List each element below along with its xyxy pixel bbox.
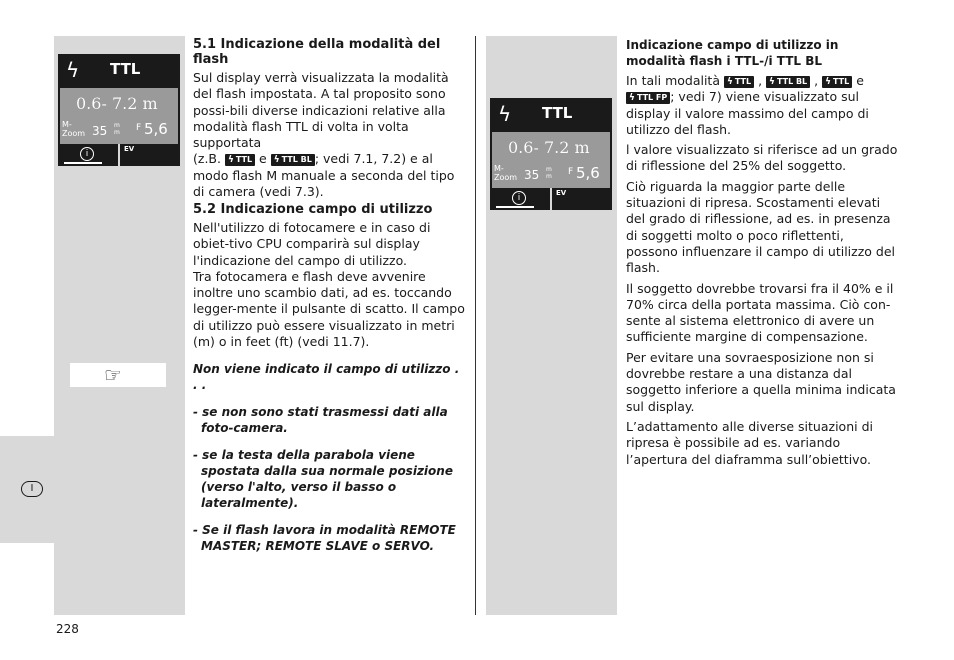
info-icon: i bbox=[512, 191, 526, 205]
language-tab-badge bbox=[21, 481, 43, 497]
info-icon: i bbox=[80, 147, 94, 161]
display-f-label: F bbox=[136, 123, 142, 133]
display-softkey-right bbox=[552, 188, 612, 210]
section-5-1-heading: 5.1 Indicazione della modalità del flash bbox=[193, 37, 441, 67]
ttl-fp-chip bbox=[626, 92, 670, 104]
flash-bolt-icon: ϟ bbox=[227, 155, 234, 166]
flash-bolt-icon: ϟ bbox=[726, 77, 733, 87]
right-paragraph-1: In tali modalità ϟ TTL , ϟ TTL BL , ϟ TTL e ϟ TTL FP ; vedi 7) viene visualizzato sul display il valore massimo del campo di utilizzo del flash. bbox=[626, 73, 869, 137]
section-5-1-body bbox=[193, 70, 465, 200]
display-zoom-row bbox=[490, 164, 612, 188]
display-range-value: 0.6- 7.2 m bbox=[76, 94, 158, 113]
display-softkey-left bbox=[490, 188, 550, 210]
display-zoom-row bbox=[58, 120, 180, 144]
display-f-value: 5,6 bbox=[144, 120, 168, 138]
display-mode-label: TTL bbox=[110, 60, 141, 78]
note-icon-box bbox=[70, 363, 166, 387]
note-item: - se non sono stati trasmessi dati alla foto-camera. bbox=[193, 405, 448, 435]
chip-label: TTL bbox=[833, 77, 850, 86]
display-zoom-label: M- Zoom bbox=[494, 164, 518, 182]
right-paragraph-6: L’adattamento alle diverse situazioni di ripresa è possibile ad es. variando l’apertura del diaframma sull’obiettivo. bbox=[626, 418, 873, 467]
display-range-value: 0.6- 7.2 m bbox=[508, 138, 590, 157]
ttl-bl-p-chip bbox=[822, 76, 852, 88]
display-zoom-value: 35 bbox=[92, 124, 108, 138]
right-paragraph-3: Ciò riguarda la maggior parte delle situazioni di ripresa. Scostamenti elevati del grado di riflessione, ad es. in presenza di soggetti molto o poco riflettenti, possono influenzare il campo di utilizzo del flash. bbox=[626, 178, 896, 276]
right-heading: Indicazione campo di utilizzo in modalità flash i TTL-/i TTL BL bbox=[626, 38, 839, 68]
display-zoom-label: M- Zoom bbox=[62, 120, 86, 138]
chip-label: TTL BL bbox=[776, 77, 808, 86]
section-5-2 bbox=[193, 202, 465, 350]
display-softkey-row bbox=[58, 144, 180, 166]
note-block bbox=[193, 361, 465, 554]
section-5-1-eg-and: e bbox=[255, 151, 271, 167]
note-intro: Non viene indicato il campo di utilizzo . . . bbox=[193, 362, 460, 392]
ttl-bl-chip bbox=[766, 76, 810, 88]
display-f-value: 5,6 bbox=[576, 164, 600, 182]
display-ev-label: EV bbox=[124, 145, 135, 153]
softkey-underline bbox=[496, 206, 534, 208]
right-text-column bbox=[626, 37, 898, 468]
section-5-1-eg-prefix: (z.B. bbox=[193, 151, 225, 167]
chip-label: TTL bbox=[734, 77, 752, 86]
right-paragraph-2: l valore visualizzato si riferisce ad un grado di riflessione del 25% del soggetto. bbox=[626, 142, 898, 174]
display-zoom-value: 35 bbox=[524, 168, 540, 182]
note-item: - se la testa della parabola viene spostata dalla sua normale posizione (verso l'alto, verso il basso o lateralmente). bbox=[193, 448, 453, 510]
display-zoom-unit: m m bbox=[114, 122, 120, 136]
flash-bolt-icon: ϟ bbox=[498, 102, 512, 126]
display-zoom-unit: m m bbox=[546, 166, 552, 180]
chip-label: TTL FP bbox=[636, 93, 668, 103]
ttl-chip-label: TTL bbox=[235, 155, 253, 165]
note-item: - Se il flash lavora in modalità REMOTE MASTER; REMOTE SLAVE o SERVO. bbox=[193, 523, 456, 553]
flash-bolt-icon: ϟ bbox=[825, 77, 832, 87]
right-paragraph-4: Il soggetto dovrebbe trovarsi fra il 40% e il 70% circa della portata massima. Ciò con-sente al sistema elettronico di avere un sufficiente margine di compensazione. bbox=[626, 280, 894, 345]
softkey-underline bbox=[64, 162, 102, 164]
display-softkey-right bbox=[120, 144, 180, 166]
display-ev-label: EV bbox=[556, 189, 567, 197]
flash-bolt-icon: ϟ bbox=[66, 58, 80, 82]
display-softkey-row bbox=[490, 188, 612, 210]
flash-bolt-icon: ϟ bbox=[629, 93, 635, 104]
display-softkey-left bbox=[58, 144, 118, 166]
display-f-label: F bbox=[568, 167, 574, 177]
display-mode-label: TTL bbox=[542, 104, 573, 122]
column-divider bbox=[475, 36, 476, 615]
section-5-1-text-b: ; vedi 7.1, 7.2) e al modo flash M manuale a seconda del tipo di camera (vedi 7.3). bbox=[193, 151, 455, 200]
flash-bolt-icon: ϟ bbox=[769, 77, 775, 87]
ttl-chip bbox=[724, 76, 754, 88]
right-p1-prefix: In tali modalità bbox=[626, 73, 724, 88]
section-5-2-heading: 5.2 Indicazione campo di utilizzo bbox=[193, 202, 433, 217]
ttl-bl-chip-label: TTL BL bbox=[281, 155, 312, 165]
ttl-bl-chip bbox=[271, 154, 315, 166]
flash-display-illustration-2 bbox=[490, 98, 612, 210]
right-paragraph-5: Per evitare una sovraesposizione non si dovrebbe restare a una distanza dal soggetto inferiore a quella minima indicata sul display. bbox=[626, 349, 896, 414]
section-5-1-text-a: Sul display verrà visualizzata la modalità del flash impostata. A tal proposito sono possi-bili diverse indicazioni relative alla modalità flash TTL di volta in volta supportata bbox=[193, 70, 449, 151]
section-5-2-body-2: Tra fotocamera e flash deve avvenire inoltre uno scambio dati, ad es. toccando legger-mente il pulsante di scatto. Il campo di utilizzo può essere visualizzato in metri (m) o in feet (ft) (vedi 11.7). bbox=[193, 268, 465, 350]
flash-display-illustration bbox=[58, 54, 180, 166]
right-p1-suffix: ; vedi 7) viene visualizzato sul display il valore massimo del campo di utilizzo del flash. bbox=[626, 89, 869, 137]
display-mode-bar bbox=[490, 98, 612, 132]
language-tab-label: I bbox=[30, 483, 34, 494]
section-5-1 bbox=[193, 37, 465, 200]
flash-bolt-icon: ϟ bbox=[273, 155, 280, 166]
ttl-chip bbox=[225, 154, 255, 166]
page-number: 228 bbox=[56, 622, 79, 636]
display-mode-bar bbox=[58, 54, 180, 88]
pointing-hand-icon: ☞ bbox=[104, 363, 122, 387]
section-5-2-body: Nell'utilizzo di fotocamere e in caso di obiet-tivo CPU comparirà sul display l'indicazione del campo di utilizzo. bbox=[193, 220, 431, 268]
